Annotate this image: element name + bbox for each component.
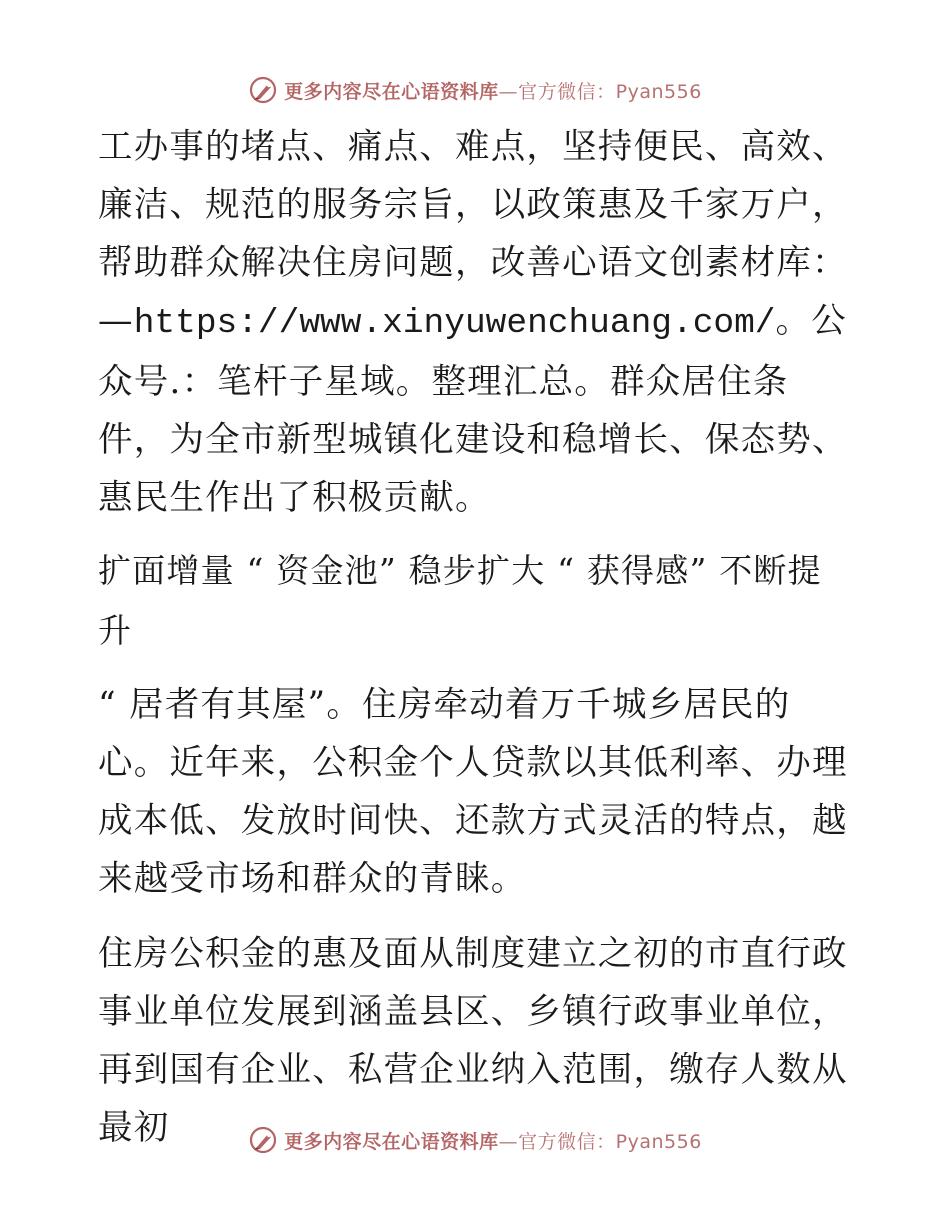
section-heading: 扩面增量 “ 资金池” 稳步扩大 “ 获得感” 不断提升: [98, 551, 822, 650]
paragraph-1-text-b: 。公众号.：笔杆子星域。整理汇总。群众居住条件，为全市新型城镇化建设和稳增长、保态势、惠民生作出了积极贡献。: [98, 301, 848, 518]
footer-banner-separator: —: [498, 1130, 519, 1153]
header-banner-text: [284, 77, 702, 104]
paragraph-1-text-a: 工办事的堵点、痛点、难点，坚持便民、高效、廉洁、规范的服务宗旨，以政策惠及千家万户，帮助群众解决住房问题，改善心语文创素材库：—: [98, 127, 848, 341]
header-banner-wechat: 官方微信：Pyan556: [518, 80, 702, 103]
header-banner-main: 更多内容尽在心语资料库: [284, 80, 499, 103]
paragraph-1-url: https://www.xinyuwenchuang.com/: [133, 304, 776, 343]
footer-banner: [0, 1120, 950, 1160]
footer-banner-main: 更多内容尽在心语资料库: [284, 1130, 499, 1153]
header-banner: [0, 70, 950, 110]
pen-nib-logo-icon-footer: [248, 1125, 278, 1155]
pen-nib-logo-icon: [248, 75, 278, 105]
header-banner-separator: —: [498, 80, 519, 103]
footer-banner-text: [284, 1127, 702, 1154]
paragraph-3: “ 居者有其屋”。住房牵动着万千城乡居民的心。近年来，公积金个人贷款以其低利率、办理成本低、发放时间快、还款方式灵活的特点，越来越受市场和群众的青睐。: [98, 685, 848, 899]
paragraph-4: 住房公积金的惠及面从制度建立之初的市直行政事业单位发展到涵盖县区、乡镇行政事业单位，再到国有企业、私营企业纳入范围，缴存人数从最初: [98, 934, 848, 1148]
footer-banner-wechat: 官方微信：Pyan556: [518, 1130, 702, 1153]
paragraph-1: [98, 118, 850, 527]
